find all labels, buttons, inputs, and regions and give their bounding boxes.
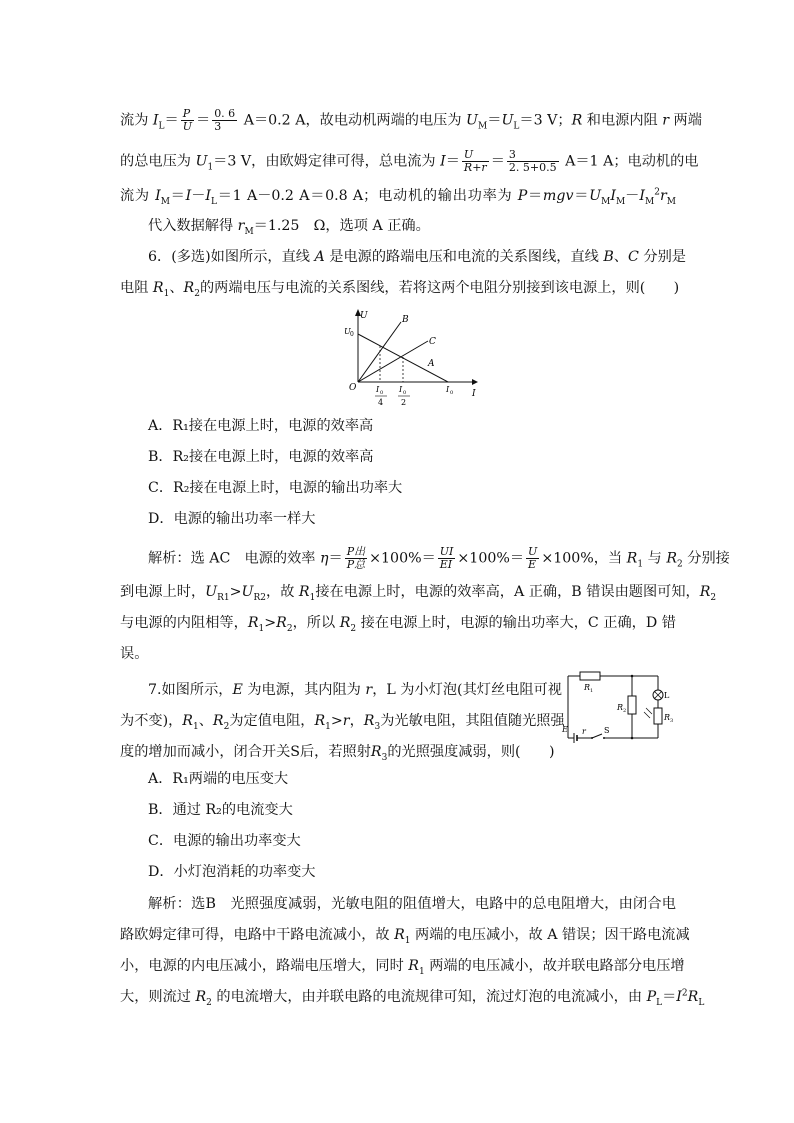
svg-text:E: E: [562, 725, 568, 734]
svg-text:R: R: [664, 713, 671, 722]
graph-label-u0-sub: 0: [350, 331, 354, 338]
graph-label-i0-4: I: [376, 385, 380, 394]
graph-label-o: O: [349, 383, 357, 393]
svg-text:R: R: [617, 703, 624, 712]
graph-label-i0-2: I: [399, 385, 403, 394]
q7-option-b[interactable]: B．通过 R₂的电流变大: [148, 802, 293, 818]
svg-text:r: r: [582, 727, 586, 736]
q6-solution-4: 误。: [120, 646, 149, 662]
graph-label-i: I: [472, 389, 476, 399]
q6-solution-1: 解析：选 AC 电源的效率 η＝ $\frac{\text{P出}}{\text{P总}}$ ×100%＝ $\frac{UI}{EI}$ ×100%＝ $\frac{U}{E}$ ×100%，当 $R_1$ 与 $R_2$ 分别接: [148, 545, 730, 571]
svg-text:3: 3: [670, 718, 674, 724]
q6-solution-2: 到电源上时，$U_{R1}>U_{R2}$，故 $R_1$接在电源上时，电源的效率高，A 正确，B 错误由题图可知，$R_2$: [120, 584, 717, 603]
svg-text:R: R: [584, 683, 591, 692]
photoresistor-r3: [654, 708, 662, 724]
q6-option-c[interactable]: C．R₂接在电源上时，电源的输出功率大: [148, 480, 403, 496]
svg-text:0: 0: [403, 390, 407, 396]
svg-text:0: 0: [380, 390, 384, 396]
svg-text:2: 2: [401, 398, 407, 407]
text-line-2: 的总电压为 $U_1=3$ V，由欧姆定律可得，总电流为 I＝ $\frac{U}{R+r}$ ＝ $\frac{3}{2. 5+0.5}$ A＝1 A；电动机的电: [120, 148, 699, 174]
text-line-3: 流为 $I_M=I-I_L=1$ A－0.2 A＝0.8 A；电动机的输出功率为 $P=mgv=U_MI_M-I_M^2r_M$: [120, 187, 676, 207]
q7-solution-4: 大，则流过 $R_2$ 的电流增大，由并联电路的电流规律可知，流过灯泡的电流减小，由 $P_L=I^2R_L$: [120, 988, 705, 1008]
svg-text:4: 4: [378, 398, 384, 407]
q6-solution-3: 与电源的内阻相等，$R_1>R_2$，所以 $R_2$ 接在电源上时，电源的输出功率大，C 正确，D 错: [120, 615, 676, 634]
svg-text:S: S: [604, 726, 610, 735]
text-line-1: 流为 $I_L=$ $\frac{P}{U}$ ＝ $\frac{0. 6}{3}$ A＝0.2 A，故电动机两端的电压为 $U_M=U_L=3$ V；R 和电源内阻 r 两端: [120, 107, 702, 133]
q7-option-a[interactable]: A．R₁两端的电压变大: [148, 771, 289, 787]
q6-option-d[interactable]: D．电源的输出功率一样大: [148, 511, 316, 527]
q7-solution-3: 小，电源的内电压减小，路端电压增大，同时 $R_1$ 两端的电压减小，故并联电路部分电压增: [120, 958, 685, 977]
svg-text:0: 0: [450, 390, 454, 396]
q6-option-b[interactable]: B．R₂接在电源上时，电源的效率高: [148, 449, 374, 465]
resistor-r1: [580, 672, 600, 680]
q7-option-c[interactable]: C．电源的输出功率变大: [148, 833, 301, 849]
q7-option-d[interactable]: D．小灯泡消耗的功率变大: [148, 864, 316, 880]
q7-solution-2: 路欧姆定律可得，电路中干路电流减小，故 $R_1$ 两端的电压减小，故 A 错误；因干路电流减: [120, 927, 690, 946]
graph-label-u: U: [360, 311, 368, 321]
q7-circuit-diagram: [560, 668, 678, 748]
graph-label-i0: I: [446, 385, 450, 394]
svg-text:2: 2: [623, 708, 627, 714]
graph-label-c: C: [429, 337, 436, 347]
graph-label-u0: U: [344, 327, 351, 336]
resistor-r2: [628, 696, 636, 714]
switch-s[interactable]: [592, 734, 602, 738]
q6-ui-graph: [338, 308, 478, 408]
q6-stem-2: 电阻 $R_1$、$R_2$的两端电压与电流的关系图线，若将这两个电阻分别接到该电源上，则( ): [120, 280, 680, 299]
svg-text:L: L: [664, 691, 670, 700]
q7-stem: 7.如图所示，E 为电源，其内阻为 r，L 为小灯泡(其灯丝电阻可视 为不变)，$R_1$、$R_2$为定值电阻，$R_1>r$，$R_3$为光敏电阻，其阻值随光照强 度的增加而减小，闭合开关S后，若照射$R_3$的光照强度减弱，则( ): [120, 682, 565, 763]
text-line-4: 代入数据解得 $r_M=1.25$ Ω，选项 A 正确。: [148, 218, 430, 237]
q7-solution-1: 解析：选B 光照强度减弱，光敏电阻的阻值增大，电路中的总电阻增大，由闭合电: [148, 896, 676, 912]
q6-option-a[interactable]: A．R₁接在电源上时，电源的效率高: [148, 418, 374, 434]
graph-label-a: A: [428, 359, 435, 369]
q6-stem-1: 6．(多选)如图所示，直线 A 是电源的路端电压和电流的关系图线，直线 B、C 分别是: [148, 249, 686, 265]
svg-text:1: 1: [590, 688, 594, 694]
graph-label-b: B: [402, 315, 409, 325]
